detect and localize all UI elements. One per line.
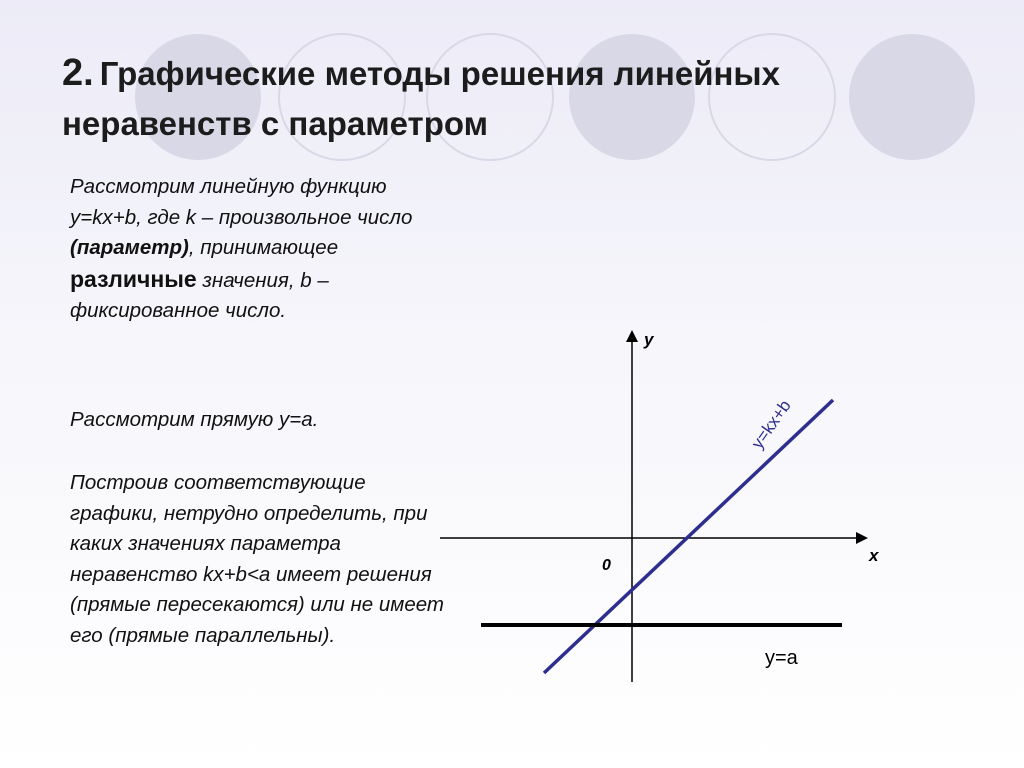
line-kx-b	[544, 400, 833, 673]
y-axis-label: y	[644, 330, 654, 349]
origin-label: 0	[602, 557, 611, 574]
various-term: различные	[70, 265, 197, 292]
parameter-term: (параметр)	[70, 236, 189, 259]
paragraph1-text: значения, b – фиксированное число.	[70, 268, 329, 322]
paragraph1-text: Рассмотрим линейную функцию y=kx+b, где k – произвольное число	[70, 175, 413, 229]
x-axis-label: x	[869, 546, 879, 565]
paragraph-conclusion: Построив соответствующие графики, нетрудно определить, при каких значениях параметра неравенство kx+b<a имеет решения (прямые пересекаются) или не имеет его (прямые параллельны).	[70, 471, 444, 647]
paragraph-line-ya: Рассмотрим прямую y=a.	[70, 408, 319, 431]
slide-title-text: Графические методы решения линейных неравенств с параметром	[62, 55, 780, 142]
line-y-a-label: y=a	[765, 647, 798, 669]
slide-number: 2.	[62, 52, 94, 94]
paragraph1-text: , принимающее	[188, 236, 339, 259]
line-kx-b-label: y=kx+b	[747, 396, 795, 453]
